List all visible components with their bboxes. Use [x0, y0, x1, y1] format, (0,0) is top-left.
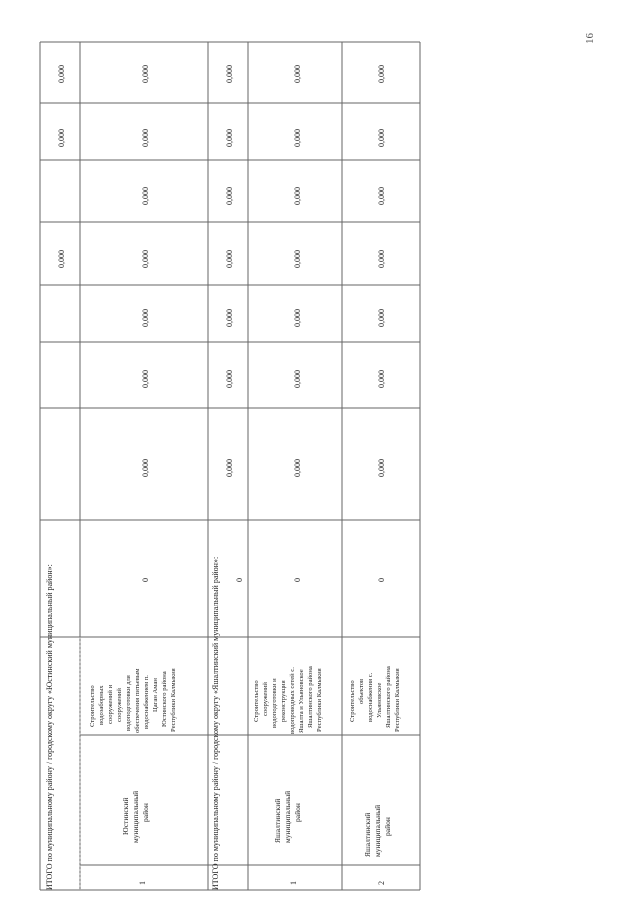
value-cell: 0,000 [293, 370, 302, 388]
total-label-yustinsky: ИТОГО по муниципальному району / городскому округу «Юстинский муниципальный район»: [45, 564, 54, 890]
total-value: 0,000 [225, 370, 234, 388]
svg-text:сооружений: сооружений [262, 682, 269, 716]
value-cell: 0,000 [141, 370, 150, 388]
svg-text:Яшалтинский: Яшалтинский [273, 798, 282, 843]
count-cell: 0 [293, 578, 302, 582]
value-cell: 0,000 [377, 129, 386, 147]
svg-text:муниципальный: муниципальный [283, 790, 292, 843]
svg-text:Юстинский: Юстинский [121, 797, 130, 835]
value-cell: 0,000 [293, 459, 302, 477]
project-cell [89, 668, 177, 733]
project-cell [349, 666, 401, 732]
district-cell [363, 805, 392, 857]
value-cell: 0,000 [293, 65, 302, 83]
value-cell: 0,000 [377, 65, 386, 83]
value-cell: 0,000 [293, 250, 302, 268]
svg-text:Строительство: Строительство [349, 680, 356, 722]
svg-text:Республики Калмыкия: Республики Калмыкия [316, 668, 323, 732]
total-value: 0,000 [225, 129, 234, 147]
value-cell: 0,000 [293, 129, 302, 147]
value-cell: 0,000 [377, 187, 386, 205]
svg-text:сооружений: сооружений [116, 688, 123, 722]
total-value: 0,000 [225, 250, 234, 268]
svg-text:реконструкция: реконструкция [280, 680, 287, 722]
page-number: 16 [584, 33, 596, 44]
row-number: 2 [377, 881, 386, 885]
svg-text:муниципальный: муниципальный [373, 804, 382, 857]
svg-text:район: район [293, 803, 302, 822]
svg-text:муниципальный: муниципальный [131, 790, 140, 843]
total-value: 0,000 [225, 65, 234, 83]
value-cell: 0,000 [141, 129, 150, 147]
svg-text:обеспечения питьевым: обеспечения питьевым [134, 668, 141, 733]
svg-text:Яшалта и Ульяновское: Яшалта и Ульяновское [298, 669, 305, 733]
svg-text:Строительство: Строительство [89, 685, 96, 727]
row-number: 1 [289, 881, 298, 885]
svg-text:водопроводных сетей с.: водопроводных сетей с. [289, 667, 296, 734]
svg-text:Ульяновское: Ульяновское [376, 682, 383, 718]
total-value: 0,000 [57, 65, 66, 83]
value-cell: 0,000 [377, 370, 386, 388]
value-cell: 0,000 [377, 309, 386, 327]
total-value: 0,000 [225, 309, 234, 327]
total-value: 0,000 [225, 187, 234, 205]
group-yashaltinsky [211, 65, 401, 890]
value-cell: 0,000 [293, 187, 302, 205]
svg-text:объектов: объектов [358, 678, 365, 704]
svg-text:водоподготовки для: водоподготовки для [125, 675, 132, 731]
value-cell: 0,000 [141, 65, 150, 83]
svg-text:водоподготовки и: водоподготовки и [271, 678, 278, 728]
svg-text:Яшалтинский: Яшалтинский [363, 812, 372, 857]
svg-text:Цаган Аман: Цаган Аман [152, 678, 159, 712]
svg-text:район: район [141, 803, 150, 822]
group-yustinsky [45, 65, 177, 890]
svg-text:сооружений и: сооружений и [107, 684, 114, 724]
value-cell: 0,000 [141, 250, 150, 268]
svg-text:Республики Калмыкия: Республики Калмыкия [394, 668, 401, 732]
svg-text:Яшалтинского района: Яшалтинского района [385, 666, 392, 728]
svg-text:район: район [383, 817, 392, 836]
svg-text:Яшалтинского района: Яшалтинского района [307, 666, 314, 728]
count-cell: 0 [377, 578, 386, 582]
svg-text:Юстинского района: Юстинского района [161, 671, 168, 727]
value-cell: 0,000 [377, 459, 386, 477]
total-count: 0 [235, 578, 244, 582]
value-cell: 0,000 [141, 309, 150, 327]
total-value: 0,000 [57, 129, 66, 147]
value-cell: 0,000 [141, 459, 150, 477]
value-cell: 0,000 [293, 309, 302, 327]
total-value: 0,000 [57, 250, 66, 268]
district-cell [273, 791, 302, 843]
svg-text:Республики Калмыкия: Республики Калмыкия [170, 668, 177, 732]
svg-text:водоснабжения с.: водоснабжения с. [367, 672, 374, 722]
district-cell [121, 791, 150, 843]
row-number: 1 [138, 881, 147, 885]
value-cell: 0,000 [377, 250, 386, 268]
value-cell: 0,000 [141, 187, 150, 205]
svg-text:водозаборных: водозаборных [98, 685, 105, 725]
svg-text:Строительство: Строительство [253, 680, 260, 722]
count-cell: 0 [141, 578, 150, 582]
total-label-yashaltinsky: ИТОГО по муниципальному району / городскому округу «Яшалтинский муниципальный район»: [211, 556, 220, 890]
total-value: 0,000 [225, 459, 234, 477]
project-cell [253, 666, 323, 734]
svg-text:водоснабжением п.: водоснабжением п. [143, 675, 150, 729]
